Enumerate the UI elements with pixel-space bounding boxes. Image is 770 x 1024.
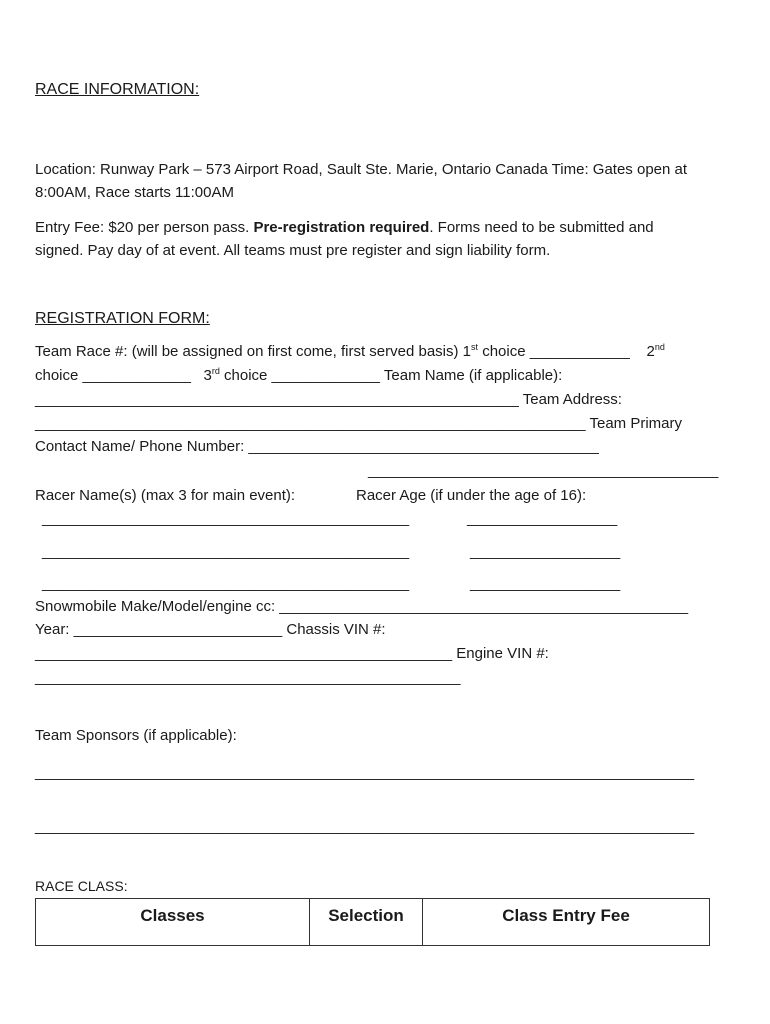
entry-fee-line-2: signed. Pay day of at event. All teams must pre register and sign liability form. [35, 242, 551, 259]
registration-form-heading: REGISTRATION FORM: [35, 310, 210, 327]
superscript-st: st [471, 342, 479, 352]
racer-age-field-1[interactable]: __________________ [467, 510, 618, 527]
contact-field-line-2[interactable]: __________________________________________ [368, 462, 719, 479]
engine-vin-field[interactable]: ___________________________________________________ [35, 669, 461, 686]
year-field[interactable]: Year: _________________________ Chassis VIN #: [35, 621, 386, 638]
superscript-nd: nd [654, 342, 665, 352]
team-race-line [35, 342, 665, 362]
second-choice-field[interactable]: choice _____________ 3 [35, 367, 212, 384]
snowmobile-field[interactable]: Snowmobile Make/Model/engine cc: _________________________________________________ [35, 598, 689, 615]
racer-age-field-2[interactable]: __________________ [470, 543, 621, 560]
team-name-field[interactable]: __________________________________________________________ Team Address: [35, 391, 622, 408]
racer-name-field-1[interactable]: ____________________________________________ [42, 510, 410, 527]
racer-age-field-3[interactable]: __________________ [470, 575, 621, 592]
team-race-text: Team Race #: (will be assigned on first come, first served basis) 1 [35, 343, 472, 360]
racer-name-field-3[interactable]: ____________________________________________ [42, 575, 410, 592]
race-class-table [35, 898, 710, 946]
sponsor-field-2[interactable]: _______________________________________________________________________________ [35, 818, 695, 835]
third-choice-team-name[interactable]: choice _____________ Team Name (if applicable): [219, 367, 563, 384]
entry-fee-suffix: . Forms need to be submitted and [429, 219, 654, 236]
race-information-heading: RACE INFORMATION: [35, 81, 200, 98]
class-entry-fee-header: Class Entry Fee [423, 899, 710, 946]
racer-name-field-2[interactable]: ____________________________________________ [42, 543, 410, 560]
time-line: 8:00AM, Race starts 11:00AM [35, 184, 234, 201]
team-address-field[interactable]: __________________________________________________________________ Team Primary [35, 415, 682, 432]
chassis-vin-field[interactable]: __________________________________________________ Engine VIN #: [35, 645, 549, 662]
racer-names-label: Racer Name(s) (max 3 for main event): [35, 487, 296, 504]
racer-age-label: Racer Age (if under the age of 16): [356, 487, 587, 504]
pre-registration-required: Pre-registration required [253, 219, 430, 236]
sponsor-field-1[interactable]: _______________________________________________________________________________ [35, 764, 695, 781]
contact-field[interactable]: Contact Name/ Phone Number: __________________________________________ [35, 438, 599, 455]
classes-header: Classes [36, 899, 310, 946]
selection-header: Selection [310, 899, 423, 946]
first-choice-field[interactable]: choice ____________ 2 [478, 343, 655, 360]
entry-fee-prefix: Entry Fee: $20 per person pass. [35, 219, 254, 236]
entry-fee-line [35, 218, 654, 238]
superscript-rd: rd [211, 366, 220, 376]
location-line: Location: Runway Park – 573 Airport Road, Sault Ste. Marie, Ontario Canada Time: Gates open at [35, 161, 688, 178]
table-header-row [36, 899, 710, 946]
race-class-label: RACE CLASS: [35, 878, 128, 894]
team-sponsors-label: Team Sponsors (if applicable): [35, 727, 237, 744]
choice-line [35, 366, 562, 386]
